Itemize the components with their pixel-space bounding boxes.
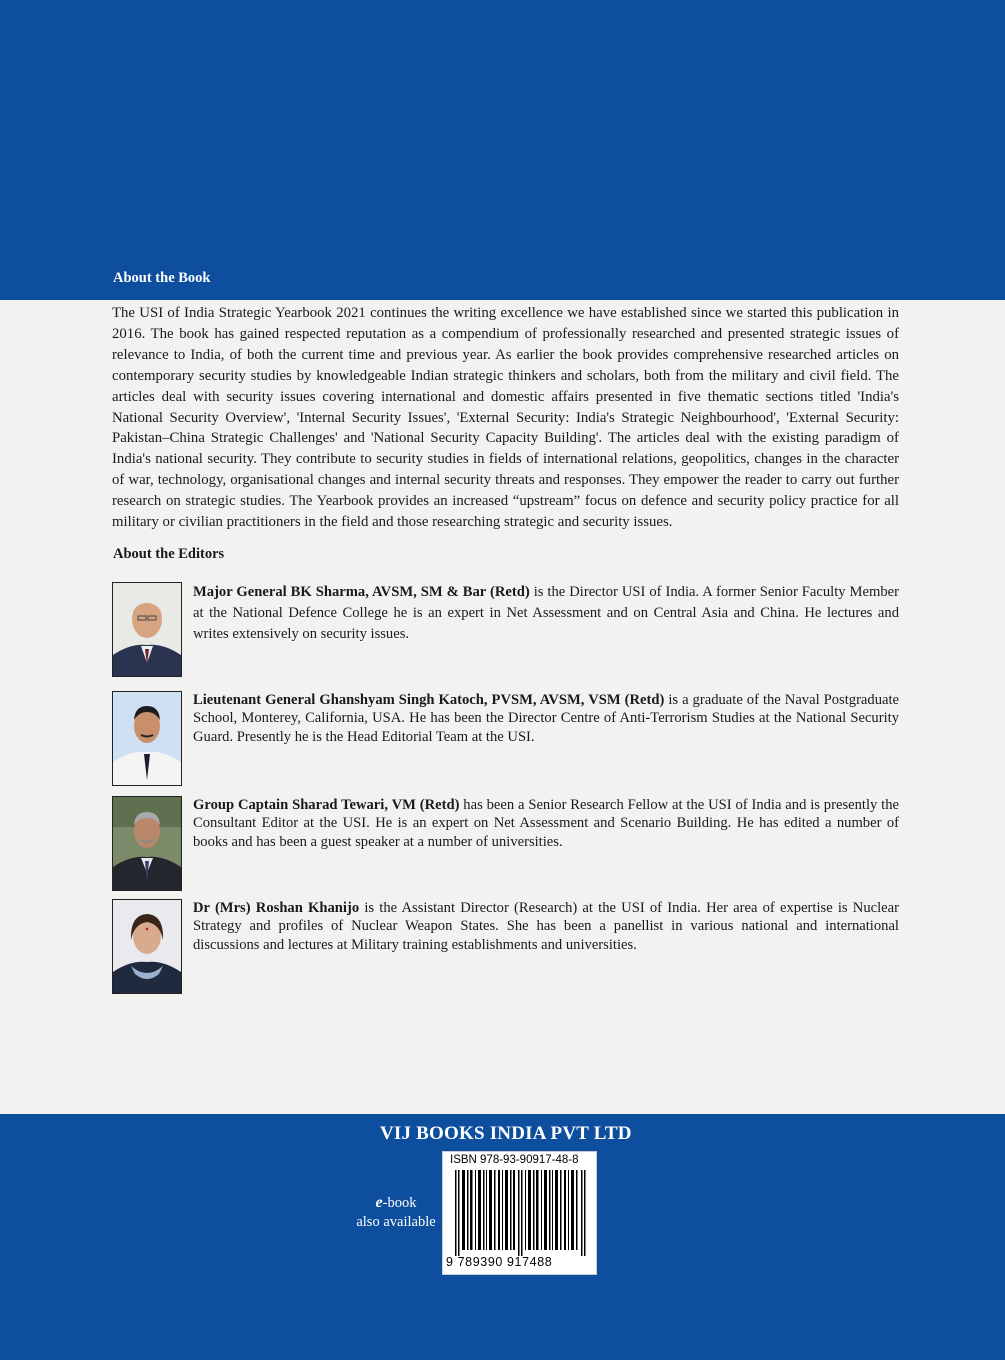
barcode-bars [455,1170,587,1256]
isbn-label: ISBN 978-93-90917-48-8 [450,1154,579,1166]
editor-bio: is a graduate of the Naval Postgraduate School, Monterey, California, USA. He has been the Director Centre of Anti-Terrorism Studies at the National Security Guard. Presently he is the Head Editorial Team at the USI. [193,692,900,745]
isbn-digits: 9 789390 917488 [446,1255,553,1269]
ebook-line2: also available [356,1214,436,1230]
editor-photo [112,582,182,677]
about-editors-heading: About the Editors [113,546,225,562]
editor-name: Lieutenant General Ghanshyam Singh Katoch, PVSM, AVSM, VSM (Retd) [193,692,665,708]
ebook-suffix: -book [382,1195,417,1211]
editor-photo [112,899,182,994]
about-book-heading: About the Book [113,270,211,286]
ebook-e: e [375,1194,383,1211]
editor-bio: is the Director USI of India. A former Senior Faculty Member at the National Defence College he is an expert in Net Assessment and on Central Asia and China. He lectures and writes extensively on security issues. [193,584,899,642]
editor-photo [112,691,182,786]
about-book-text: The USI of India Strategic Yearbook 2021 continues the writing excellence we have established since we started this publication in 2016. The book has gained respected reputation as a compendium of professionally researched and presented strategic issues of relevance to India, of both the current time and previous year. As earlier the book provides comprehensive researched articles on contemporary security studies by knowledgeable Indian strategic thinkers and scholars, both from the military and civil field. The articles deal with security issues covering international and domestic affairs presented in five thematic sections titled 'India's National Security Overview', 'Internal Security Issues', 'External Security: India's Strategic Neighbourhood', 'External Security: Pakistan–China Strategic Challenges' and 'National Security Capacity Building'. The articles deal with the existing paradigm of India's national security. They contribute to security studies in fields of international relations, geopolitics, changes in the character of war, technology, organisational changes and internal security threats and responses. They empower the reader to carry out further research on strategic studies. The Yearbook provides an increased “upstream” focus on defence and security policy practice for all military or civilian practitioners in the field and those researching strategic and security issues. [112,305,899,531]
editor-bio: has been a Senior Research Fellow at the USI of India and is presently the Consultant Editor at the USI. He is an expert on Net Assessment and Scenario Building. He has edited a number of books and has been a guest speaker at a number of universities. [193,797,899,850]
editor-name: Dr (Mrs) Roshan Khanijo [193,900,360,916]
barcode [442,1151,597,1275]
top-blue-band [0,0,1005,300]
ebook-note [352,1193,440,1232]
publisher-name: VIJ BOOKS INDIA PVT LTD [380,1123,632,1144]
editor-photo [112,796,182,891]
editor-bio: is the Assistant Director (Research) at the USI of India. Her area of expertise is Nuclear Strategy and profiles of Nuclear Weapon States. She has been a panellist in various national and international discussions and lectures at Military training establishments and universities. [193,900,899,953]
editor-name: Group Captain Sharad Tewari, VM (Retd) [193,797,460,813]
editor-name: Major General BK Sharma, AVSM, SM & Bar (Retd) [193,584,530,600]
